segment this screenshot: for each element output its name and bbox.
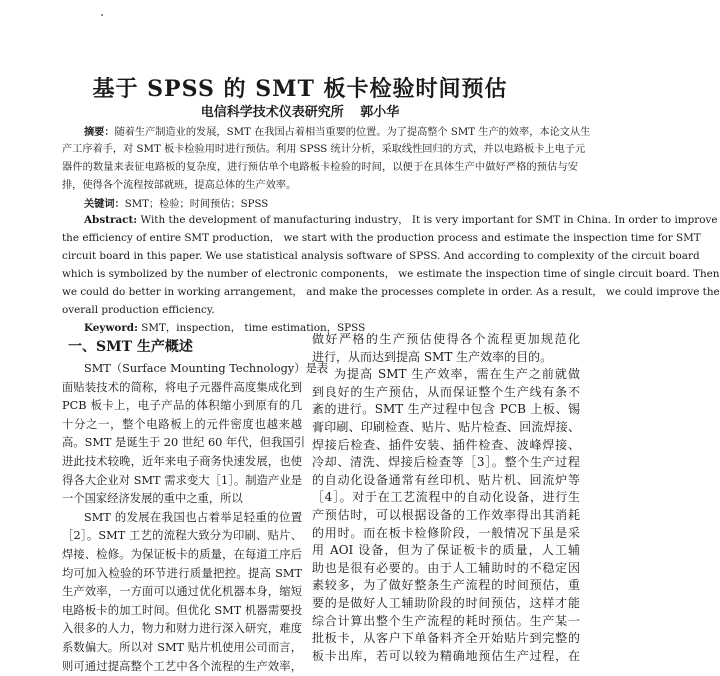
body-text-line: 十分之一，整个电路板上的元件密度也越来越 — [62, 416, 302, 435]
author-line — [0, 101, 600, 120]
abstract-english — [62, 211, 578, 337]
body-text-line: ［2］。SMT 工艺的流程大致分为印刷、贴片、 — [62, 527, 302, 546]
body-text-line: 到良好的生产预估，从而保证整个生产线有条不 — [312, 384, 580, 402]
body-text-line: SMT 的发展在我国也占着举足轻重的位置 — [62, 509, 302, 528]
body-text-line: 冷却、清洗、焊接后检查等［3］。整个生产过程 — [312, 454, 580, 472]
body-text-line: ［4］。对于在工艺流程中的自动化设备，进行生 — [312, 489, 580, 507]
body-text-line: 进行，从而达到提高 SMT 生产效率的目的。 — [312, 349, 580, 367]
body-text-line: 进此技术较晚，近年来电子商务快速发展，也使 — [62, 453, 302, 472]
body-text-line: 板卡出库，若可以较为精确地预估生产过程，在 — [312, 648, 580, 666]
keywords-label: 关键词： — [84, 198, 125, 210]
author-name: 郭小华 — [360, 105, 399, 120]
body-text-line: 高。SMT 是诞生于 20 世纪 60 年代，但我国引 — [62, 434, 302, 453]
body-text-line: 入很多的人力，物力和财力进行深入研究，难度 — [62, 620, 302, 639]
body-text-line: PCB 板卡上，电子产品的体积缩小到原有的几 — [62, 397, 302, 416]
body-text-line: 一个国家经济发展的重中之重，所以 — [62, 490, 302, 509]
abstract-line: the efficiency of entire SMT production， we start with the production process and estimate the inspection time for SMT — [62, 229, 578, 247]
abstract-line: 器件的数量来表征电路板的复杂度，进行预估单个电路板卡检验的时间，以便于在具体生产中做好严格的预估与安 — [62, 159, 578, 177]
keywords-text: SMT；检验；时间预估；SPSS — [125, 199, 269, 210]
right-column — [312, 331, 580, 669]
abstract-line: circuit board in this paper. We use statistical analysis software of SPSS. And according to complexity of the circuit board — [62, 247, 578, 265]
section-heading: 一、SMT 生产概述 — [62, 334, 302, 360]
affiliation: 电信科学技术仪表研究所 — [201, 105, 344, 120]
abstract-label: 摘要： — [84, 126, 115, 138]
abstract-line: we could do better in working arrangement， and make the processes complete in order. As a result， we could improve the — [62, 283, 578, 301]
abstract-line — [62, 211, 578, 229]
keywords-text: SMT，inspection， time estimation，SPSS — [138, 322, 365, 334]
body-text-line: 产预估时，可以根据设备的工作效率得出其消耗 — [312, 507, 580, 525]
body-text-line: 得各大企业对 SMT 需求变大［1］。制造产业是 — [62, 472, 302, 491]
body-text-line: 素较多，为了做好整条生产流程的时间预估，重 — [312, 577, 580, 595]
body-text-line: 面贴装技术的简称，将电子元器件高度集成化到 — [62, 379, 302, 398]
body-text-line: 则可通过提高整个工艺中各个流程的生产效率， — [62, 658, 302, 676]
body-text-line: 用 AOI 设备，但为了保证板卡的质量，人工辅 — [312, 542, 580, 560]
body-text-line: 生产效率，一方面可以通过优化机器本身，缩短 — [62, 583, 302, 602]
body-text-line: 为提高 SMT 生产效率，需在生产之前就做 — [312, 366, 580, 384]
body-text-line: 焊接、检修。为保证板卡的质量，在每道工序后 — [62, 546, 302, 565]
body-text-line: SMT（Surface Mounting Technology）是表 — [62, 360, 302, 379]
paper-title: 基于 SPSS 的 SMT 板卡检验时间预估 — [0, 72, 600, 103]
abstract-text: 随着生产制造业的发展，SMT 在我国占着相当重要的位置。为了提高整个 SMT 生产的效率，本论文从生 — [115, 127, 591, 138]
abstract-line: 产工序着手，对 SMT 板卡检验用时进行预估。利用 SPSS 统计分析，采取线性回归的方式，并以电路板卡上电子元 — [62, 141, 578, 159]
abstract-line: overall production efficiency. — [62, 301, 578, 319]
left-column — [62, 334, 302, 669]
body-text-line: 紊的进行。SMT 生产过程中包含 PCB 上板、锡 — [312, 401, 580, 419]
abstract-line: which is symbolized by the number of electronic components， we estimate the inspection time of single circuit board. Then — [62, 265, 578, 283]
abstract-line — [62, 123, 578, 141]
body-text-line: 的自动化设备通常有丝印机、贴片机、回流炉等 — [312, 472, 580, 490]
body-text-line: 焊接后检查、插件安装、插件检查、波峰焊接、 — [312, 437, 580, 455]
body-text-line: 电路板卡的加工时间。但优化 SMT 机器需要投 — [62, 602, 302, 621]
body-text-line: 均可加入检验的环节进行质量把控。提高 SMT — [62, 565, 302, 584]
abstract-label: Abstract: — [84, 214, 137, 226]
body-text-line: 综合计算出整个生产流程的耗时预估。生产某一 — [312, 613, 580, 631]
body-text-line: 膏印刷、印刷检查、贴片、贴片检查、回流焊接、 — [312, 419, 580, 437]
body-text-line: 做好严格的生产预估使得各个流程更加规范化 — [312, 331, 580, 349]
body-text-line: 批板卡，从客户下单备料齐全开始贴片到完整的 — [312, 630, 580, 648]
keywords-label: Keyword: — [84, 322, 138, 334]
body-text-line: 系数偏大。所以对 SMT 贴片机使用公司而言， — [62, 639, 302, 658]
abstract-text: With the development of manufacturing industry， It is very important for SMT in China. In order to improve — [137, 214, 717, 226]
body-text-line: 助也是很有必要的。由于人工辅助时的不稳定因 — [312, 560, 580, 578]
body-text-line: 的用时。而在板卡检修阶段，一般情况下虽是采 — [312, 525, 580, 543]
scan-speck — [101, 14, 103, 16]
abstract-chinese — [62, 123, 578, 213]
body-text-line: 要的是做好人工辅助阶段的时间预估，这样才能 — [312, 595, 580, 613]
abstract-line: 排，使得各个流程按部就班，提高总体的生产效率。 — [62, 177, 578, 195]
